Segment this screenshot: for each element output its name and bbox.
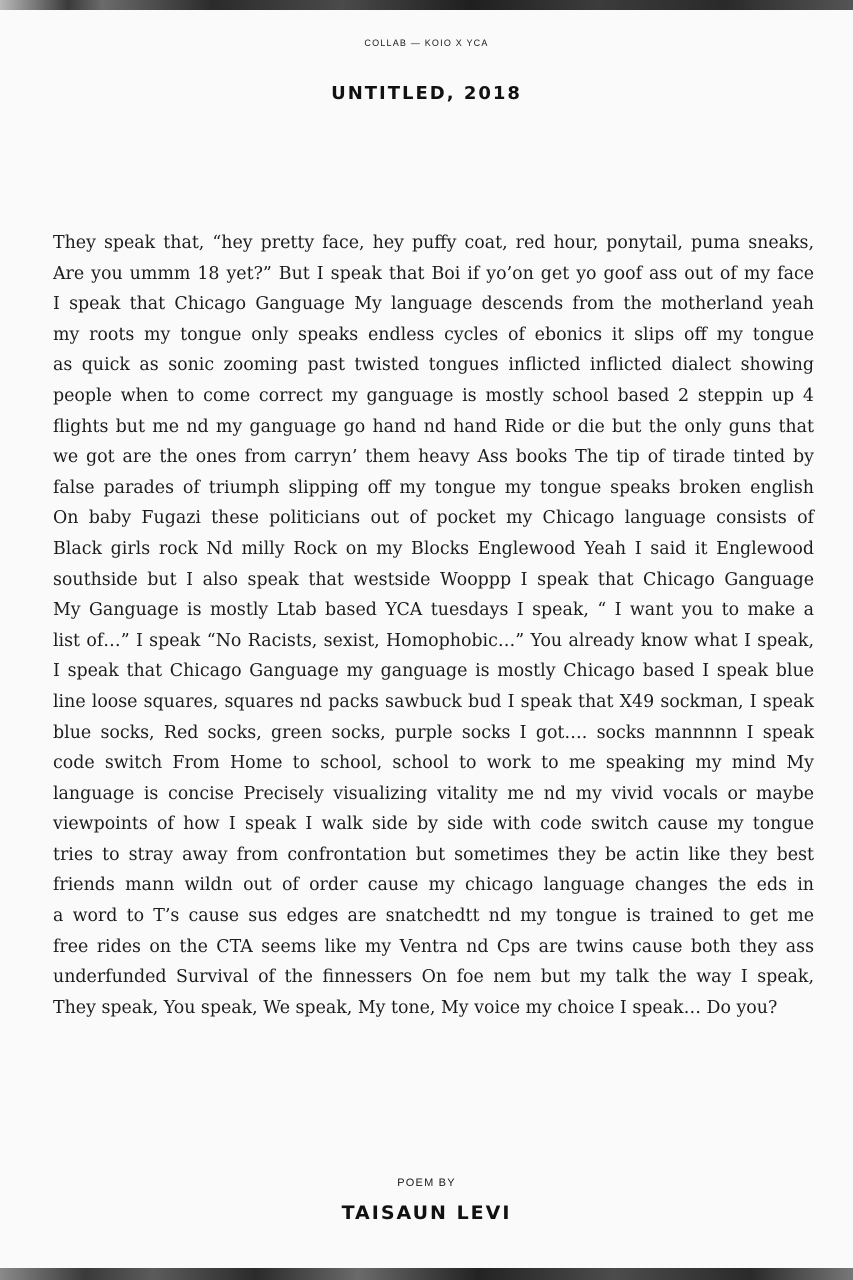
author-name: TAISAUN LEVI: [341, 1202, 512, 1224]
poem-line: code switch From Home to school, school to work to me speaking my mind My: [53, 753, 814, 774]
poem-line: as quick as sonic zooming past twisted tongues inflicted inflicted dialect showing: [53, 355, 814, 376]
poem-line: we got are the ones from carryn’ them heavy Ass books The tip of tirade tinted by: [53, 447, 814, 468]
poem-line: southside but I also speak that westside Wooppp I speak that Chicago Ganguage: [53, 569, 814, 590]
poem-line: blue socks, Red socks, green socks, purple socks I got…. socks mannnnn I speak: [53, 722, 814, 743]
poem-line: They speak, You speak, We speak, My tone, My voice my choice I speak… Do you?: [53, 997, 778, 1018]
poem-line: I speak that Chicago Ganguage my ganguage is mostly Chicago based I speak blue: [53, 661, 814, 682]
poem-line: line loose squares, squares nd packs sawbuck bud I speak that X49 sockman, I speak: [53, 691, 814, 712]
poem-line: Black girls rock Nd milly Rock on my Blocks Englewood Yeah I said it Englewood: [53, 538, 814, 559]
poem-line: list of…” I speak “No Racists, sexist, Homophobic…” You already know what I speak,: [53, 630, 814, 651]
poem-line: false parades of triumph slipping off my tongue my tongue speaks broken english: [53, 477, 814, 498]
poem-line: They speak that, “hey pretty face, hey puffy coat, red hour, ponytail, puma sneaks,: [53, 233, 814, 253]
collab-label: COLLAB — KOIO X YCA: [364, 38, 489, 48]
poem-line: Are you ummm 18 yet?” But I speak that Boi if yo’on get yo goof ass out of my face: [53, 263, 814, 284]
poem-line: free rides on the CTA seems like my Ventra nd Cps are twins cause both they ass: [53, 936, 814, 957]
poem-line: flights but me nd my ganguage go hand nd hand Ride or die but the only guns that: [53, 416, 814, 437]
poem-line: I speak that Chicago Ganguage My language descends from the motherland yeah: [53, 294, 814, 315]
poem-line: tries to stray away from confrontation but sometimes they be actin like they best: [53, 844, 814, 865]
poem-line: My Ganguage is mostly Ltab based YCA tuesdays I speak, “ I want you to make a: [53, 600, 814, 621]
torn-edge-top: [0, 0, 853, 10]
poem-by-label: POEM BY: [397, 1177, 456, 1189]
poem-title: UNTITLED, 2018: [331, 83, 522, 104]
poem-line: underfunded Survival of the finnessers On foe nem but my talk the way I speak,: [53, 967, 814, 988]
poem-line: people when to come correct my ganguage is mostly school based 2 steppin up 4: [53, 385, 814, 406]
poem-line: On baby Fugazi these politicians out of pocket my Chicago language consists of: [53, 508, 814, 529]
torn-edge-bottom: [0, 1268, 853, 1280]
poem-line: friends mann wildn out of order cause my chicago language changes the eds in: [53, 875, 814, 896]
poem-line: my roots my tongue only speaks endless cycles of ebonics it slips off my tongue: [53, 324, 814, 345]
poem-body: [53, 228, 814, 1023]
poem-line: viewpoints of how I speak I walk side by side with code switch cause my tongue: [53, 814, 814, 835]
poem-line: language is concise Precisely visualizing vitality me nd my vivid vocals or maybe: [53, 783, 814, 804]
poem-line: a word to T’s cause sus edges are snatchedtt nd my tongue is trained to get me: [53, 906, 814, 927]
